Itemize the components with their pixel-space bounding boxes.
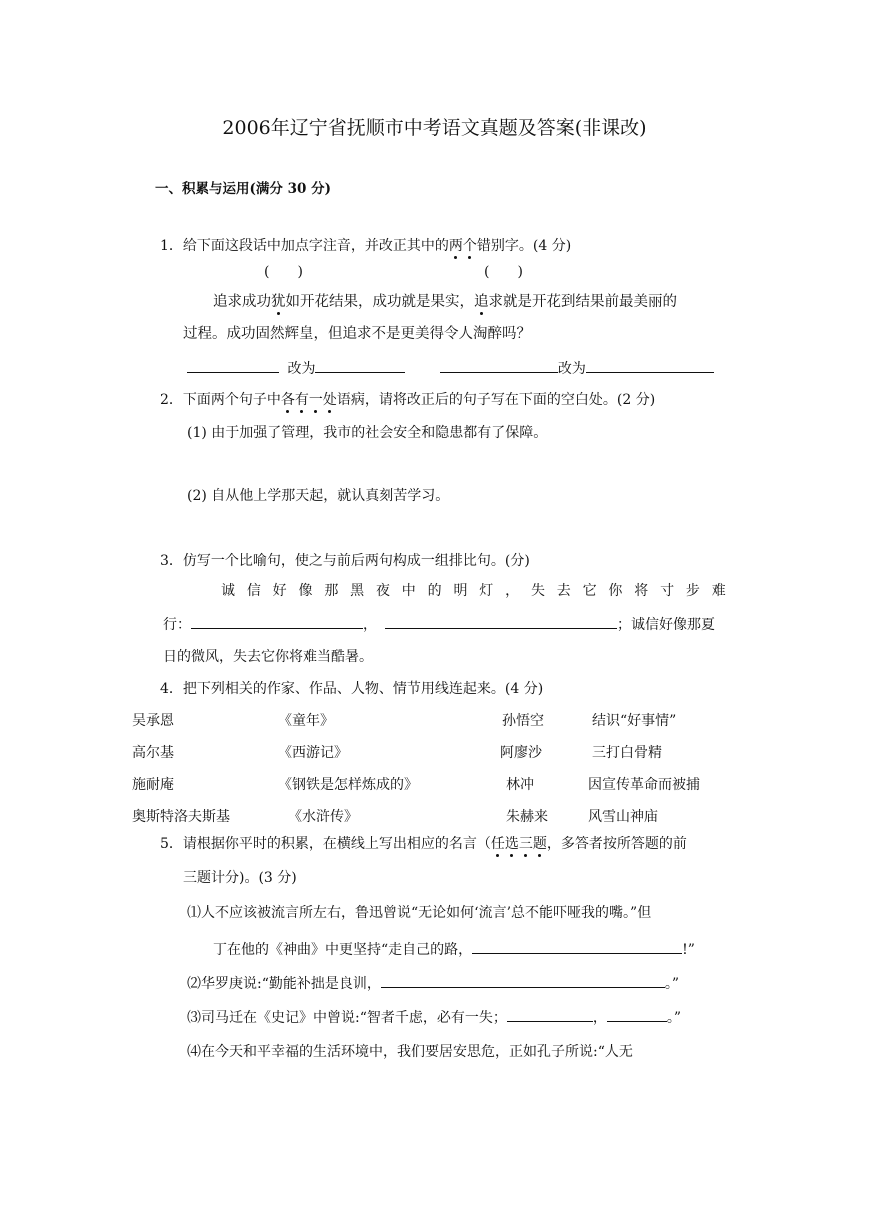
- q5-text: 。”: [666, 1010, 682, 1026]
- spread-char: 的: [427, 583, 442, 599]
- q4-work: 《西游记》: [278, 745, 348, 761]
- dotted-char: 追: [474, 294, 489, 310]
- answer-blank[interactable]: [607, 1006, 667, 1022]
- spread-char: 诚: [221, 583, 235, 599]
- q3-text: ；诚信好像那夏: [617, 617, 715, 633]
- q5-text: !”: [682, 942, 695, 958]
- q3-prompt: 3．仿写一个比喻句，使之与前后两句构成一组排比句。(分): [160, 553, 530, 569]
- spread-char: 失: [530, 583, 545, 599]
- spread-char: 明: [453, 583, 468, 599]
- q5-prompt-text: ，多答者按所答题的前: [546, 836, 687, 852]
- dotted-char: 各: [280, 392, 295, 408]
- change-label: 改为: [287, 361, 316, 377]
- spread-char: 灯: [479, 583, 494, 599]
- spread-char: 信: [246, 583, 261, 599]
- answer-blank[interactable]: [440, 357, 558, 373]
- q4-plot: 因宣传革命而被捕: [588, 777, 700, 793]
- q5-text: 。”: [664, 976, 680, 992]
- q5-prompt-line-2: 三题计分)。(3 分): [183, 870, 297, 886]
- dotted-char: 处: [322, 392, 337, 408]
- page-title: 2006年辽宁省抚顺市中考语文真题及答案(非课改): [222, 117, 647, 139]
- answer-blank[interactable]: [187, 357, 279, 373]
- q4-author: 高尔基: [132, 745, 174, 761]
- spread-char: 寸: [660, 583, 675, 599]
- section-heading: 一、积累与运用(满分 30 分): [155, 181, 331, 197]
- spread-char: 好: [272, 583, 287, 599]
- q1-prompt: [160, 236, 571, 256]
- q5-text: ⑶司马迁在《史记》中曾说:“智者千虑，必有一失；: [187, 1010, 507, 1026]
- q1-passage-line-2: 过程。成功固然辉皇，但追求不是更美得令人淘醉吗？: [183, 326, 531, 342]
- dotted-char: 三: [518, 836, 533, 852]
- spread-char: 你: [608, 583, 623, 599]
- q4-plot: 结识“好事情”: [592, 713, 677, 729]
- answer-blank[interactable]: [507, 1006, 593, 1022]
- q3-text: ，: [363, 617, 377, 633]
- answer-blank[interactable]: [586, 357, 714, 373]
- answer-blank[interactable]: [315, 357, 405, 373]
- passage-text: 如开花结果，成功就是果实，: [285, 294, 474, 310]
- answer-blank[interactable]: [385, 613, 617, 629]
- q5-text: ⑵华罗庚说:“勤能补拙是良训，: [187, 976, 381, 992]
- q4-character: 朱赫来: [506, 809, 548, 825]
- q2-prompt-text: 2．下面两个句子中: [160, 392, 281, 408]
- q4-author: 吴承恩: [132, 713, 174, 729]
- q3-line-3: 日的微风，失去它你将难当酷暑。: [163, 649, 373, 665]
- dotted-char: 有: [294, 392, 309, 408]
- spread-char: 难: [711, 583, 726, 599]
- q5-item-2: [187, 972, 679, 994]
- q4-work: 《童年》: [278, 713, 334, 729]
- answer-blank[interactable]: [472, 938, 682, 954]
- q5-prompt-text: 5．请根据你平时的积累，在横线上写出相应的名言（: [160, 836, 491, 852]
- q5-item-4: ⑷在今天和平幸福的生活环境中，我们要居安思危，正如孔子所说:“人无: [187, 1044, 633, 1060]
- q2-sentence-2: (2) 自从他上学那天起，就认真刻苦学习。: [187, 488, 450, 504]
- q4-character: 林冲: [506, 777, 534, 793]
- q4-prompt: 4．把下列相关的作家、作品、人物、情节用线连起来。(4 分): [160, 681, 544, 697]
- dotted-char: 题: [532, 836, 547, 852]
- q5-item-3: [187, 1006, 681, 1028]
- q4-plot: 三打白骨精: [592, 745, 662, 761]
- q1-pinyin-paren-1: ( ): [264, 264, 303, 280]
- dotted-char: 选: [504, 836, 519, 852]
- q3-spread-line: [221, 581, 726, 601]
- spread-char: 像: [298, 583, 313, 599]
- q4-work: 《水浒传》: [288, 809, 358, 825]
- q4-work: 《钢铁是怎样炼成的》: [278, 777, 418, 793]
- q5-item-1-line-1: ⑴人不应该被流言所左右，鲁迅曾说“无论如何‘流言’总不能吓哑我的嘴。”但: [187, 905, 652, 921]
- q2-sentence-1: (1) 由于加强了管理，我市的社会安全和隐患都有了保障。: [187, 425, 548, 441]
- q2-prompt-text: 语病，请将改正后的句子写在下面的空白处。(2 分): [336, 392, 656, 408]
- answer-blank[interactable]: [191, 613, 363, 629]
- q1-prompt-text: 错别字。(4 分): [476, 238, 572, 254]
- dotted-char: 任: [490, 836, 505, 852]
- spread-char: 它: [582, 583, 597, 599]
- q2-prompt: [160, 390, 655, 410]
- dotted-char: 一: [308, 392, 323, 408]
- q4-author: 施耐庵: [132, 777, 174, 793]
- q3-answer-line: [163, 613, 715, 635]
- spread-char: 夜: [375, 583, 390, 599]
- q1-prompt-text: 1．给下面这段话中加点字注音，并改正其中的: [160, 238, 449, 254]
- spread-char: 将: [634, 583, 649, 599]
- spread-char: 那: [324, 583, 339, 599]
- q5-item-1-line-2: [213, 938, 695, 960]
- passage-text: 求就是开花到结果前最美丽的: [488, 294, 677, 310]
- q4-character: 孙悟空: [502, 713, 544, 729]
- dotted-char: 两: [448, 238, 463, 254]
- spread-char: 步: [685, 583, 700, 599]
- change-label: 改为: [557, 361, 586, 377]
- q1-passage-line-1: [213, 292, 677, 312]
- q4-character: 阿廖沙: [500, 745, 542, 761]
- answer-blank[interactable]: [381, 972, 665, 988]
- spread-char: 中: [401, 583, 416, 599]
- spread-char: 去: [556, 583, 571, 599]
- q5-text: 丁在他的《神曲》中更坚持“走自己的路，: [213, 942, 473, 958]
- q1-pinyin-paren-2: ( ): [484, 264, 523, 280]
- q4-author: 奥斯特洛夫斯基: [132, 809, 230, 825]
- q5-prompt: [160, 834, 687, 854]
- dotted-char: 个: [462, 238, 477, 254]
- q3-text: 行：: [163, 617, 191, 633]
- q5-text: ，: [592, 1010, 607, 1026]
- q1-answer-row: [187, 357, 714, 379]
- spread-char: ，: [505, 583, 520, 599]
- spread-char: 黑: [350, 583, 365, 599]
- passage-text: 追求成功: [213, 294, 271, 310]
- q4-plot: 风雪山神庙: [588, 809, 658, 825]
- dotted-char: 犹: [271, 294, 286, 310]
